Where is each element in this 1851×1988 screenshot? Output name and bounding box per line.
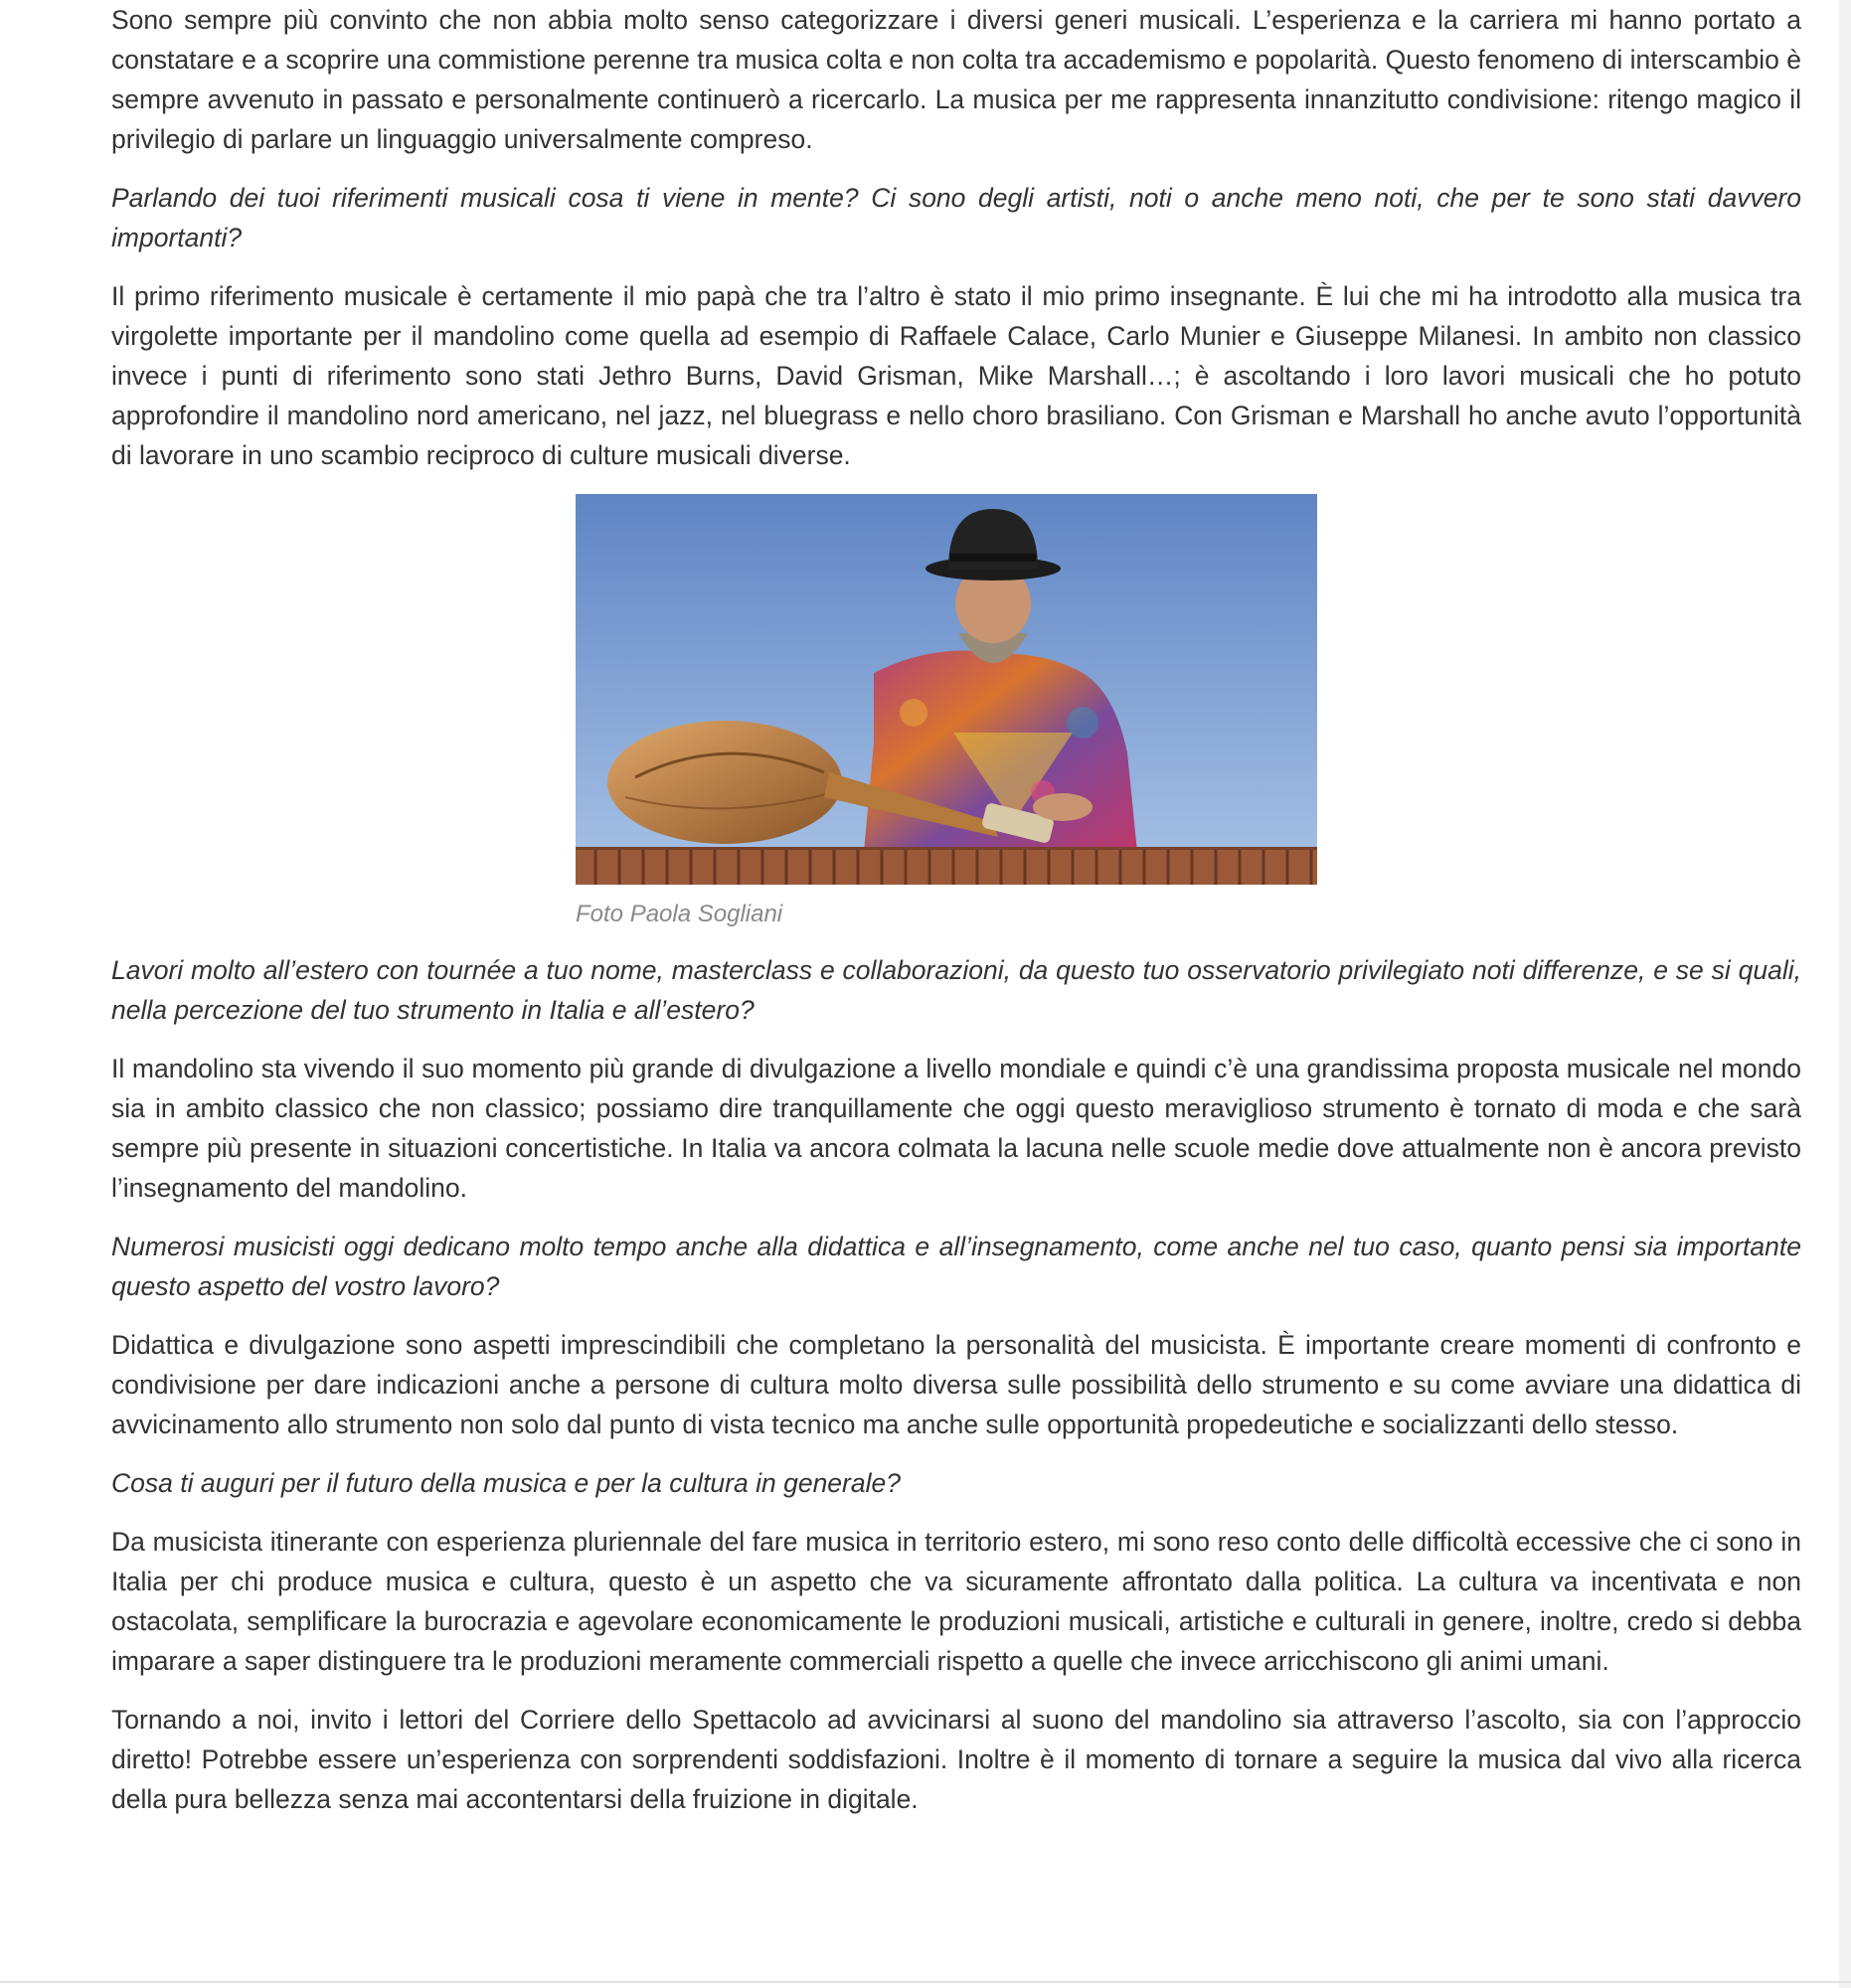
interview-question: Parlando dei tuoi riferimenti musicali cosa ti viene in mente? Ci sono degli artisti, noti o anche meno noti, che per te sono stati davvero importanti? — [111, 183, 1801, 252]
article-figure — [576, 494, 1317, 930]
interview-question: Cosa ti auguri per il futuro della musica e per la cultura in generale? — [111, 1468, 901, 1498]
interview-question: Numerosi musicisti oggi dedicano molto tempo anche alla didattica e all’insegnamento, come anche nel tuo caso, quanto pensi sia importante questo aspetto del vostro lavoro? — [111, 1232, 1801, 1301]
answer-paragraph: Didattica e divulgazione sono aspetti imprescindibili che completano la personalità del musicista. È importante creare momenti di confronto e condivisione per dare indicazioni anche a persone di cultura molto diversa sulle possibilità dello strumento e su come avviare una didattica di avvicinamento allo strumento non solo dal punto di vista tecnico ma anche sulle opportunità propedeutiche e socializzanti dello stesso. — [111, 1330, 1801, 1439]
divider — [0, 1981, 1851, 1983]
answer-paragraph: Tornando a noi, invito i lettori del Corriere dello Spettacolo ad avvicinarsi al suono del mandolino sia attraverso l’ascolto, sia con l’approccio diretto! Potrebbe essere un’esperienza con sorprendenti soddisfazioni. Inoltre è il momento di tornare a seguire la musica dal vivo alla ricerca della pura bellezza senza mai accontentarsi della fruizione in digitale. — [111, 1705, 1801, 1814]
answer-paragraph: Sono sempre più convinto che non abbia molto senso categorizzare i diversi generi musicali. L’esperienza e la carriera mi hanno portato a constatare e a scoprire una commistione perenne tra musica colta e non colta tra accademismo e popolarità. Questo fenomeno di interscambio è sempre avvenuto in passato e personalmente continuerò a ricercarlo. La musica per me rappresenta innanzitutto condivisione: ritengo magico il privilegio di parlare un linguaggio universalmente compreso. — [111, 5, 1801, 154]
answer-paragraph: Il mandolino sta vivendo il suo momento più grande di divulgazione a livello mondiale e quindi c’è una grandissima proposta musicale nel mondo sia in ambito classico che non classico; possiamo dire tranquillamente che oggi questo meraviglioso strumento è tornato di moda e che sarà sempre più presente in situazioni concertistiche. In Italia va ancora colmata la lacuna nelle scuole medie dove attualmente non è ancora previsto l’insegnamento del mandolino. — [111, 1054, 1801, 1203]
photo-caption: Foto Paola Sogliani — [576, 901, 783, 927]
answer-paragraph: Il primo riferimento musicale è certamente il mio papà che tra l’altro è stato il mio primo insegnante. È lui che mi ha introdotto alla musica tra virgolette importante per il mandolino come quella ad esempio di Raffaele Calace, Carlo Munier e Giuseppe Milanesi. In ambito non classico invece i punti di riferimento sono stati Jethro Burns, David Grisman, Mike Marshall…; è ascoltando i loro lavori musicali che ho potuto approfondire il mandolino nord americano, nel jazz, nel bluegrass e nello choro brasiliano. Con Grisman e Marshall ho anche avuto l’opportunità di lavorare in uno scambio reciproco di culture musicali diverse. — [111, 281, 1801, 470]
answer-paragraph: Da musicista itinerante con esperienza pluriennale del fare musica in territorio estero, mi sono reso conto delle difficoltà eccessive che ci sono in Italia per chi produce musica e cultura, questo è un aspetto che va sicuramente affrontato dalla politica. La cultura va incentivata e non ostacolata, semplificare la burocrazia e agevolare economicamente le produzioni musicali, artistiche e culturali in genere, inoltre, credo si debba imparare a saper distinguere tra le produzioni meramente commerciali rispetto a quelle che invece arricchiscono gli animi umani. — [111, 1527, 1801, 1676]
musician-photo[interactable] — [576, 494, 1317, 885]
mandolin-body — [607, 721, 842, 844]
brick-wall — [576, 847, 1317, 885]
article-body — [111, 0, 1801, 1838]
scrollbar-track[interactable] — [1839, 0, 1851, 1988]
interview-question: Lavori molto all’estero con tournée a tuo nome, masterclass e collaborazioni, da questo tuo osservatorio privilegiato noti differenze, e se si quali, nella percezione del tuo strumento in Italia e all’estero? — [111, 955, 1801, 1025]
